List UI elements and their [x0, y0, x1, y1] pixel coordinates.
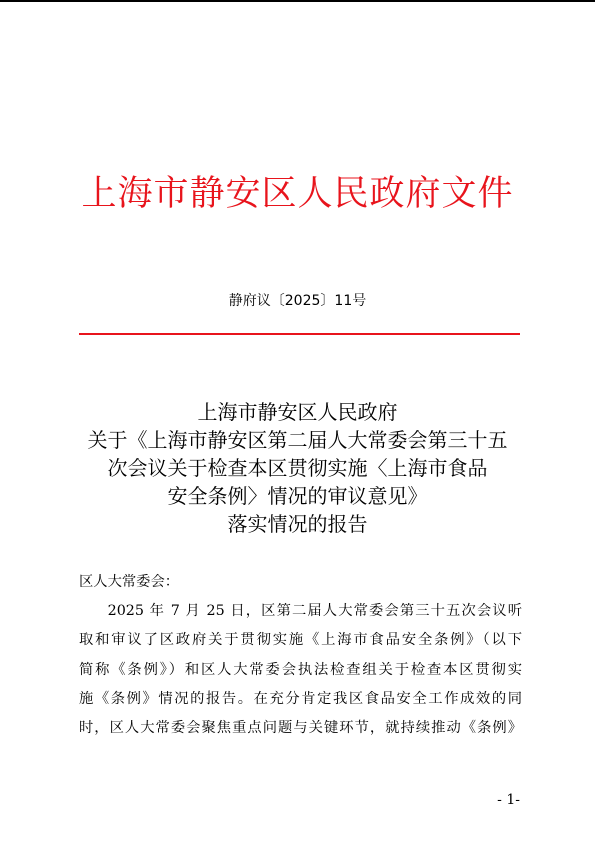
- doc-number-value: 11: [334, 293, 353, 309]
- red-separator-line: [79, 333, 520, 335]
- paragraph-line: 简称《条例》）和区人大常委会执法检查组关于检查本区贯彻实: [79, 661, 522, 678]
- body-text: [79, 568, 522, 743]
- report-title-line: 上海市静安区人民政府: [197, 400, 398, 424]
- doc-number-prefix: 静府议〔: [228, 293, 285, 309]
- paragraph-line: 2025 年 7 月 25 日，区第二届人大常委会第三十五次会议听: [107, 603, 522, 620]
- document-header-title: 上海市静安区人民政府文件: [81, 174, 514, 214]
- report-title-line: 安全条例〉情况的审议意见》: [167, 484, 428, 508]
- salutation: 区人大常委会：: [79, 574, 180, 590]
- paragraph-line: 施《条例》情况的报告。在充分肯定我区食品安全工作成效的同: [79, 690, 522, 707]
- top-border-line: [0, 0, 595, 2]
- report-title-line: 次会议关于检查本区贯彻实施〈上海市食品: [107, 456, 488, 480]
- paragraph-line: 取和审议了区政府关于贯彻实施《上海市食品安全条例》（以下: [79, 632, 522, 649]
- doc-number-year: 2025: [284, 293, 321, 309]
- paragraph-line: 时，区人大常委会聚焦重点问题与关键环节，就持续推动《条例》: [79, 720, 522, 737]
- doc-number-suffix: 号: [352, 293, 367, 309]
- report-title-line: 关于《上海市静安区第二届人大常委会第三十五: [87, 428, 508, 452]
- page-number: - 1-: [497, 792, 520, 808]
- document-number: [0, 291, 595, 311]
- report-title-line: 落实情况的报告: [227, 512, 368, 536]
- doc-number-mid: 〕: [320, 293, 335, 309]
- report-title: [0, 398, 595, 538]
